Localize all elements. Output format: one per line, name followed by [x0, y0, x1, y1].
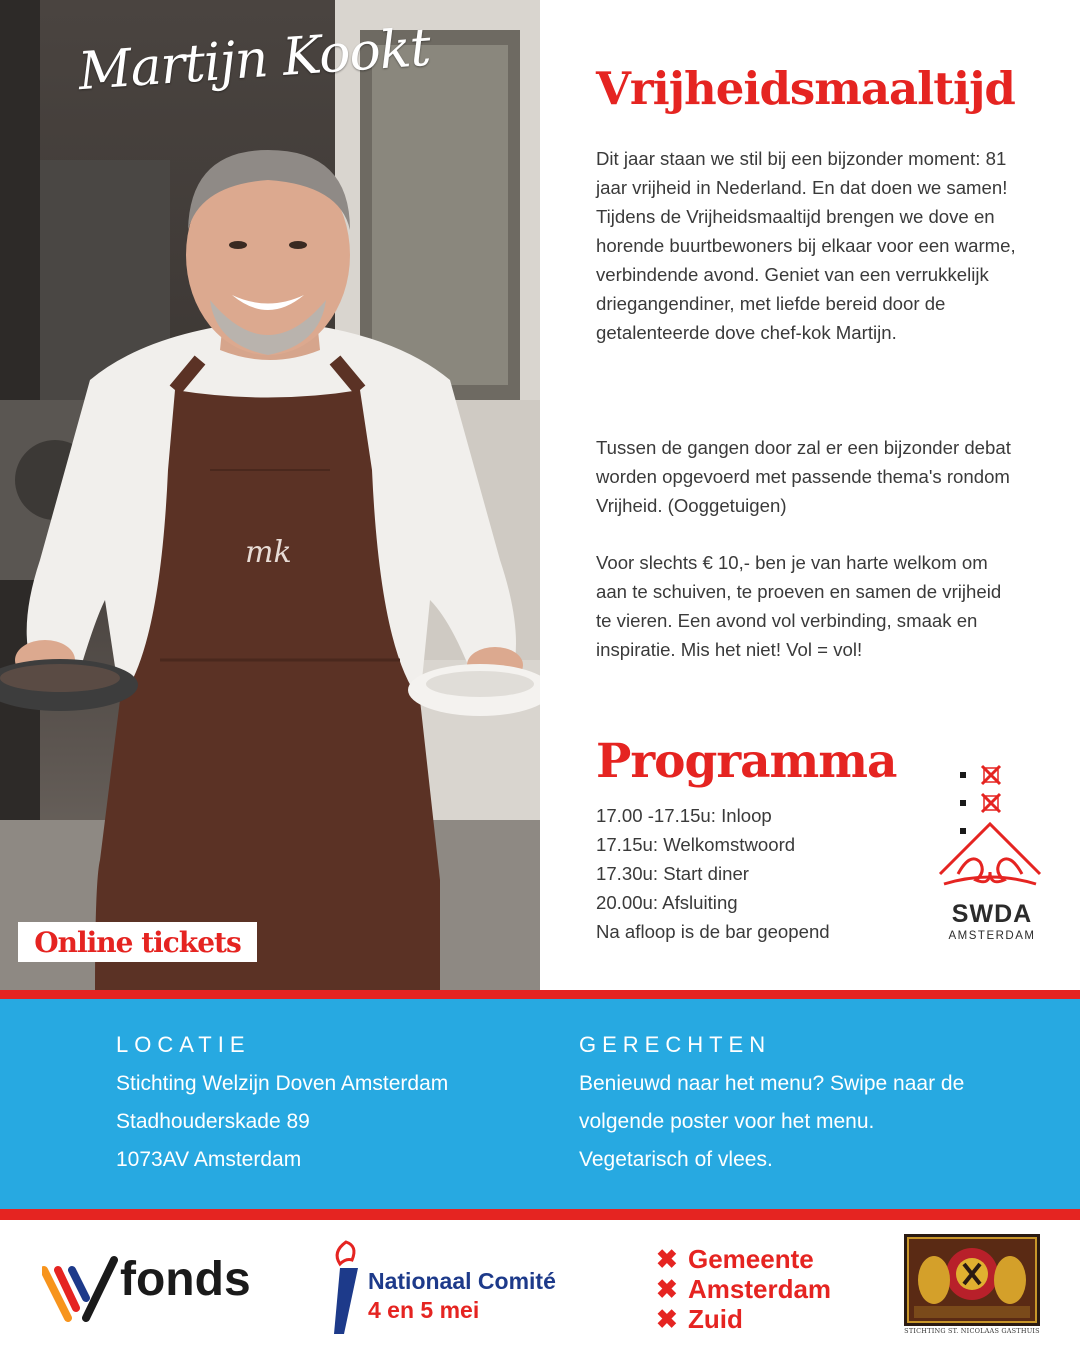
price-paragraph: Voor slechts € 10,- ben je van harte welkom om aan te schuiven, te proeven en samen de vrijheid te vieren. Een avond vol verbinding, smaak en inspiratie. Mis het niet! Vol = vol! [596, 552, 1002, 660]
swda-city: AMSTERDAM [948, 930, 1036, 942]
cross-icon: ✖ [656, 1304, 678, 1334]
location-address [116, 1065, 448, 1179]
programme-item: 17.15u: Welkomstwoord [596, 834, 796, 855]
programme-item: 17.30u: Start diner [596, 863, 749, 884]
band-top-stripe [0, 990, 1080, 999]
programme-title: Programma [596, 734, 897, 789]
programme-list [596, 801, 830, 946]
location-line: Stadhouderskade 89 [116, 1110, 310, 1133]
comite-date: 4 en 5 mei [368, 1297, 480, 1323]
location-line: Stichting Welzijn Doven Amsterdam [116, 1072, 449, 1095]
programme-item: 20.00u: Afsluiting [596, 892, 738, 913]
chef-illustration [0, 0, 540, 992]
gemeente-word: Amsterdam [688, 1274, 832, 1304]
comite-name: Nationaal Comité [368, 1268, 556, 1294]
nicolaas-emblem-icon [904, 1234, 1040, 1326]
gemeente-word: Gemeente [688, 1244, 814, 1274]
brand-script-logo: Martijn Kookt [76, 17, 432, 103]
cross-icon: ✖ [656, 1244, 678, 1274]
debate-paragraph: Tussen de gangen door zal er een bijzonder debat worden opgevoerd met passende thema's rondom Vrijheid. (Ooggetuigen) [596, 437, 1011, 516]
gemeente-word: Zuid [688, 1304, 743, 1334]
fonds-logo-text: fonds [120, 1253, 251, 1306]
location-heading: LOCATIE [116, 1032, 251, 1057]
dishes-text: Benieuwd naar het menu? Swipe naar de volgende poster voor het menu. Vegetarisch of vlees. [579, 1072, 965, 1171]
apron-monogram: mk [245, 535, 292, 570]
gemeente-row [656, 1244, 814, 1275]
gemeente-row [656, 1274, 831, 1305]
gemeente-row [656, 1304, 743, 1335]
intro-paragraph: Dit jaar staan we stil bij een bijzonder moment: 81 jaar vrijheid in Nederland. En dat doen we samen! Tijdens de Vrijheidsmaaltijd brengen we dove en horende buurtbewoners bij elkaar voor een warme, verbindende avond. Geniet van een verrukkelijk driegangendiner, met liefde bereid door de getalenteerde dove chef-kok Martijn. [596, 148, 1016, 343]
online-tickets-button[interactable]: Online tickets [18, 922, 257, 962]
location-line: 1073AV Amsterdam [116, 1148, 302, 1171]
programme-item: Na afloop is de bar geopend [596, 921, 830, 942]
swda-name: SWDA [951, 900, 1033, 928]
nicolaas-caption: STICHTING ST. NICOLAAS GASTHUIS [904, 1327, 1040, 1335]
band-bottom-stripe [0, 1209, 1080, 1220]
event-title: Vrijheidsmaaltijd [596, 62, 1015, 115]
programme-item: 17.00 -17.15u: Inloop [596, 805, 772, 826]
cross-icon: ✖ [656, 1274, 678, 1304]
chef-photo [0, 0, 540, 992]
dishes-heading: GERECHTEN [579, 1032, 772, 1057]
